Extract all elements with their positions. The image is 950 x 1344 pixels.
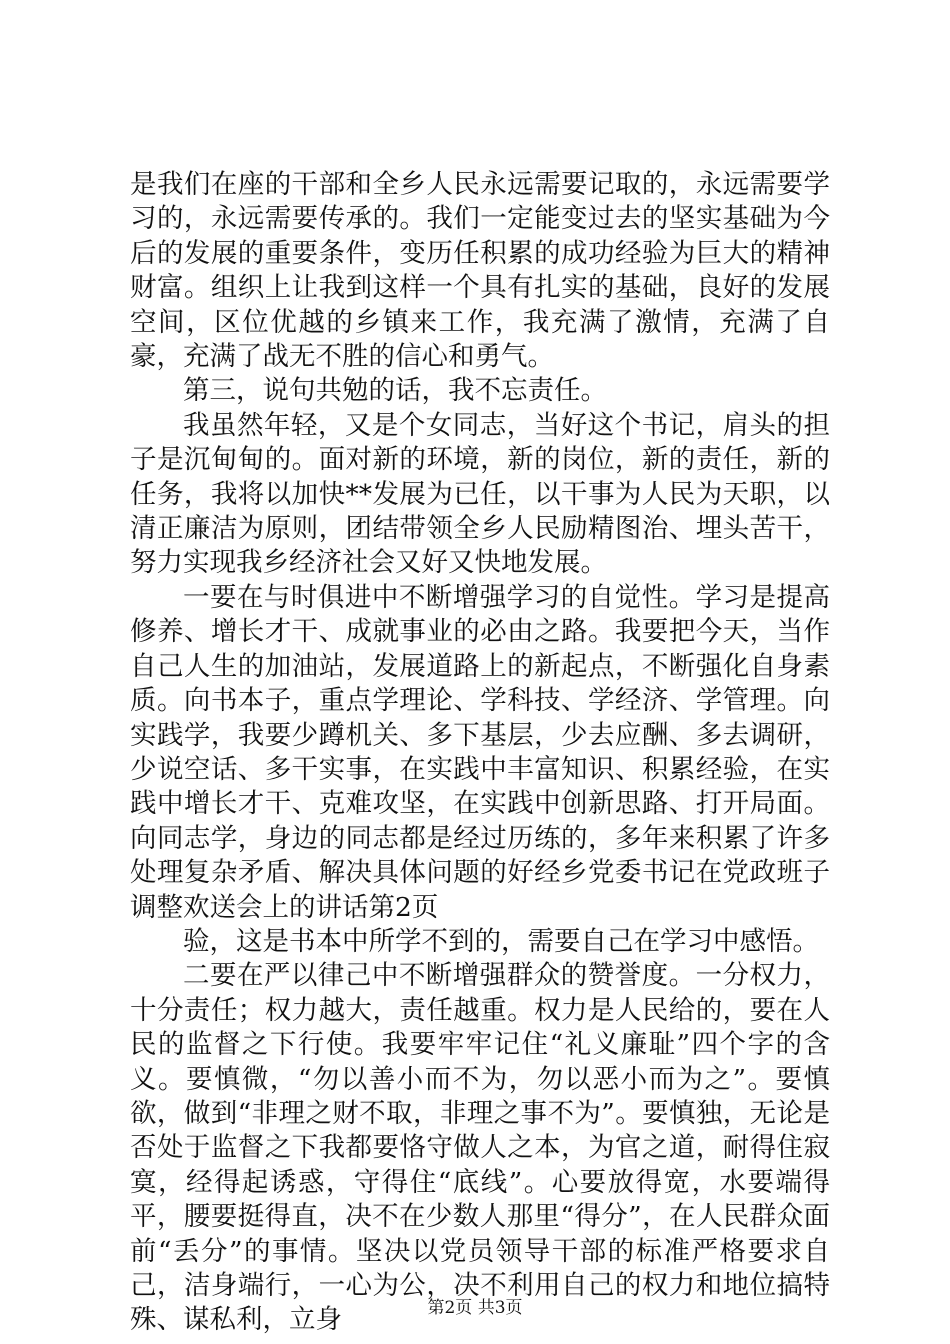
paragraph-section-heading: 第三，说句共勉的话，我不忘责任。 bbox=[183, 375, 607, 407]
paragraph-responsibility: 我虽然年轻，又是个女同志，当好这个书记，肩头的担子是沉甸甸的。面对新的环境，新的岗位，新的责任，新的任务，我将以加快**发展为已任，以干事为人民为天职，以清正廉洁为原则，团结带领全乡人民励精图治、埋头苦干，努力实现我乡经济社会又好又快地发展。 bbox=[130, 409, 830, 579]
paragraph-continued: 是我们在座的干部和全乡人民永远需要记取的，永远需要学习的，永远需要传承的。我们一定能变过去的坚实基础为今后的发展的重要条件，变历任积累的成功经验为巨大的精神财富。组织上让我到这样一个具有扎实的基础，良好的发展空间，区位优越的乡镇来工作，我充满了激情，充满了自豪，充满了战无不胜的信心和勇气。 bbox=[130, 169, 830, 373]
paragraph-self-discipline: 二要在严以律己中不断增强群众的赞誉度。一分权力，十分责任；权力越大，责任越重。权力是人民给的，要在人民的监督之下行使。我要牢牢记住“礼义廉耻”四个字的含义。要慎微，“勿以善小而不为，勿以恶小而为之”。要慎欲，做到“非理之财不取，非理之事不为”。要慎独，无论是否处于监督之下我都要恪守做人之本，为官之道，耐得住寂寞，经得起诱惑，守得住“底线”。心要放得宽，水要端得平，腰要挺得直，决不在少数人那里“得分”，在人民群众面前“丢分”的事情。坚决以党员领导干部的标准严格要求自己，洁身端行，一心为公，决不利用自己的权力和地位搞特殊、谋私利，立身 bbox=[130, 960, 830, 1336]
paragraph-learning: 一要在与时俱进中不断增强学习的自觉性。学习是提高修养、增长才干、成就事业的必由之路。我要把今天，当作自己人生的加油站，发展道路上的新起点，不断强化自身素质。向书本子，重点学理论、学科技、学经济、学管理。向实践学，我要少蹲机关、多下基层，少去应酬、多去调研，少说空话、多干实事，在实践中丰富知识、积累经验，在实践中增长才干、克难攻坚，在实践中创新思路、打开局面。向同志学，身边的同志都是经过历练的，多年来积累了许多处理复杂矛盾、解决具体问题的好经乡党委书记在党政班子调整欢送会上的讲话第2页 bbox=[130, 581, 830, 923]
page-number-footer: 第2页 共3页 bbox=[427, 1298, 523, 1318]
body-text bbox=[130, 168, 830, 1338]
paragraph-learning-continued: 验，这是书本中所学不到的，需要自己在学习中感悟。 bbox=[183, 925, 819, 957]
